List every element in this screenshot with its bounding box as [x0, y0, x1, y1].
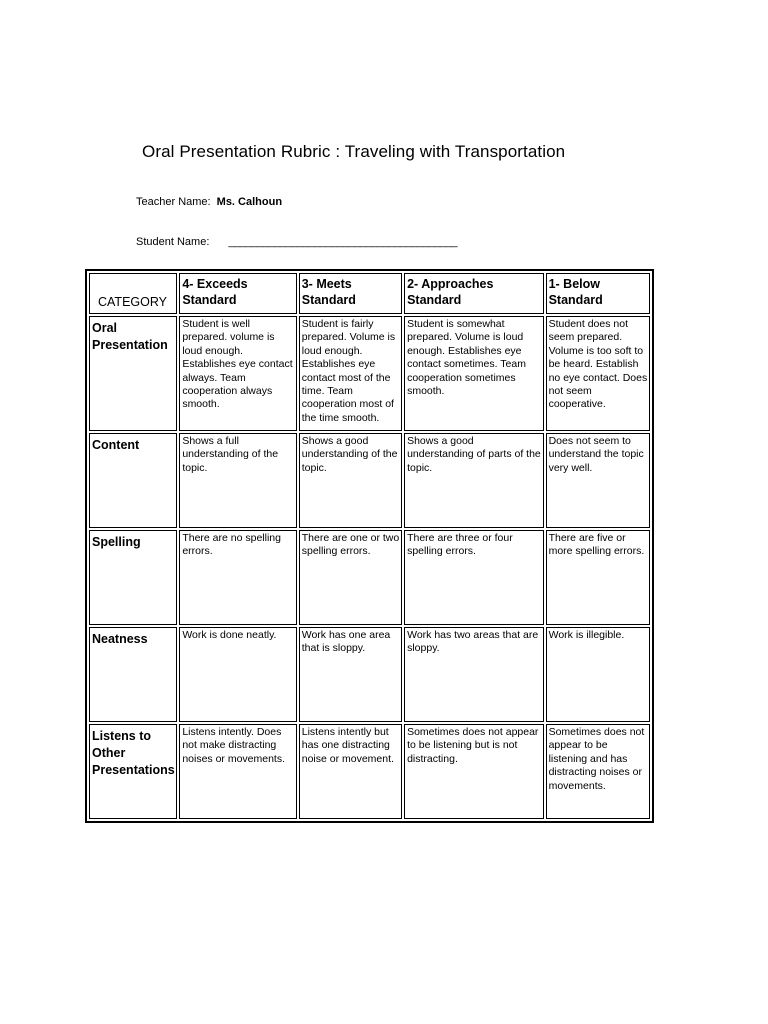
rubric-cell: Student is well prepared. volume is loud enough. Establishes eye contact always. Team cooperation always smooth. [179, 316, 296, 431]
rubric-cell: Sometimes does not appear to be listening and has distracting noises or movements. [546, 724, 650, 819]
category-cell: Oral Presentation [89, 316, 177, 431]
rubric-cell: Does not seem to understand the topic very well. [546, 433, 650, 528]
rubric-table [85, 269, 654, 823]
rubric-cell: There are no spelling errors. [179, 530, 296, 625]
table-row [89, 433, 650, 528]
category-cell: Listens to Other Presentations [89, 724, 177, 819]
rubric-cell: There are one or two spelling errors. [299, 530, 402, 625]
category-cell: Content [89, 433, 177, 528]
rubric-cell: Work is done neatly. [179, 627, 296, 722]
student-name-line [136, 236, 457, 248]
teacher-name-label: Teacher Name: [136, 196, 211, 208]
rubric-cell: Work has two areas that are sloppy. [404, 627, 544, 722]
category-cell: Neatness [89, 627, 177, 722]
table-row [89, 627, 650, 722]
header-below-standard: 1- Below Standard [546, 273, 650, 314]
teacher-name-value: Ms. Calhoun [216, 196, 283, 208]
rubric-cell: Student is fairly prepared. Volume is loud enough. Establishes eye contact most of the time. Team cooperation most of the time smooth. [299, 316, 402, 431]
student-name-blank: ________________________________________ [228, 236, 458, 248]
document-title: Oral Presentation Rubric : Traveling with Transportation [142, 142, 566, 161]
table-row [89, 316, 650, 431]
student-name-label: Student Name: [136, 236, 210, 248]
table-row [89, 724, 650, 819]
rubric-cell: There are five or more spelling errors. [546, 530, 650, 625]
rubric-cell: Work is illegible. [546, 627, 650, 722]
header-category: CATEGORY [89, 273, 177, 314]
rubric-cell: Student is somewhat prepared. Volume is loud enough. Establishes eye contact sometimes. Team cooperation sometimes smooth. [404, 316, 544, 431]
teacher-name-line [136, 196, 282, 208]
rubric-cell: Listens intently. Does not make distracting noises or movements. [179, 724, 296, 819]
table-row [89, 530, 650, 625]
rubric-cell: Shows a good understanding of parts of the topic. [404, 433, 544, 528]
rubric-cell: Shows a good understanding of the topic. [299, 433, 402, 528]
rubric-header-row [89, 273, 650, 314]
rubric-cell: Listens intently but has one distracting noise or movement. [299, 724, 402, 819]
rubric-cell: Shows a full understanding of the topic. [179, 433, 296, 528]
header-exceeds-standard: 4- Exceeds Standard [179, 273, 296, 314]
rubric-cell: Student does not seem prepared. Volume is too soft to be heard. Establish no eye contact. Does not seem cooperative. [546, 316, 650, 431]
rubric-cell: Sometimes does not appear to be listening but is not distracting. [404, 724, 544, 819]
category-cell: Spelling [89, 530, 177, 625]
rubric-cell: There are three or four spelling errors. [404, 530, 544, 625]
header-meets-standard: 3- Meets Standard [299, 273, 402, 314]
rubric-cell: Work has one area that is sloppy. [299, 627, 402, 722]
header-approaches-standard: 2- Approaches Standard [404, 273, 544, 314]
